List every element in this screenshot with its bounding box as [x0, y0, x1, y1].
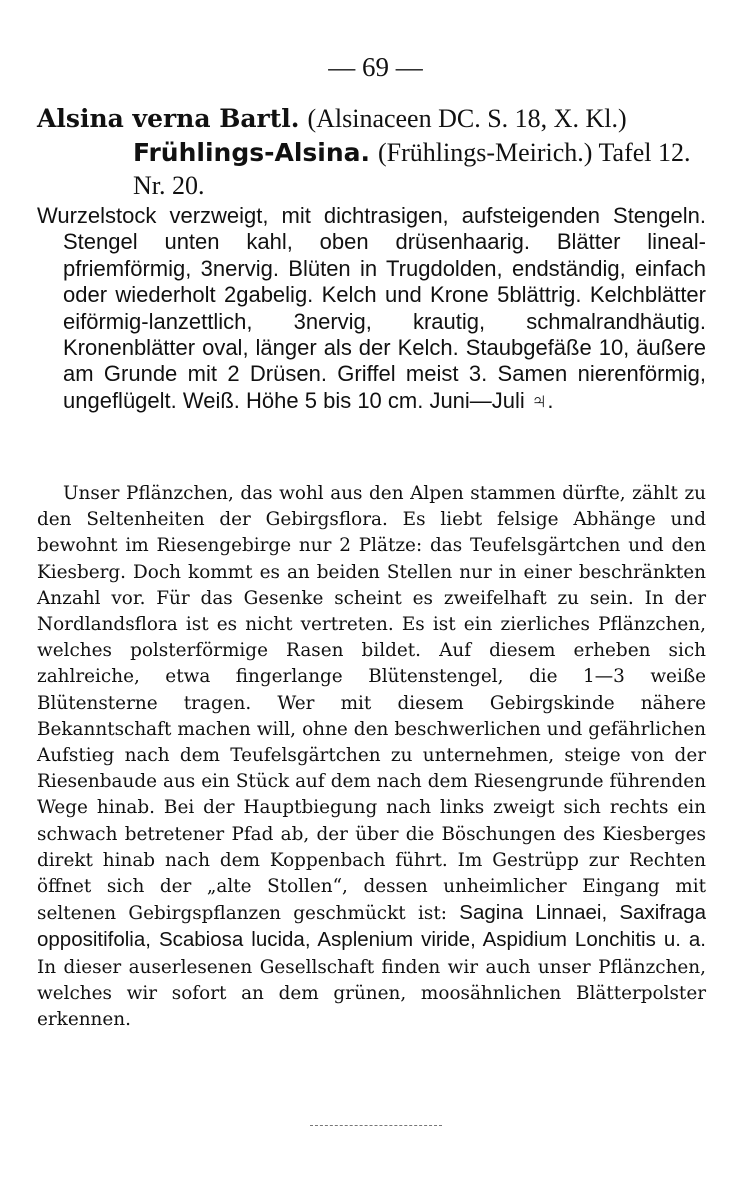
number-line	[133, 171, 751, 201]
species-classification: (Alsinaceen DC. S. 18, X. Kl.)	[307, 104, 627, 133]
common-name: Frühlings-Alsina.	[133, 138, 371, 167]
habitat-note-text: Unser Pflänzchen, das wohl aus den Alpen stammen dürfte, zählt zu den Seltenheiten der Gebirgsflora. Es liebt felsige Abhänge und bewohnt im Riesengebirge nur 2 Plätze: das Teufelsgärtchen und den Kiesberg. Doch kommt es an beiden Stellen nur in einer beschränkten Anzahl vor. Für das Gesenke scheint es zweifelhaft zu sein. In der Nordlandsflora ist es nicht vertreten. Es ist ein zierliches Pflänzchen, welches polsterförmige Rasen bildet. Auf diesem erheben sich zahlreiche, etwa fingerlange Blütenstengel, die 1—3 weiße Blütensterne tragen. Wer mit diesem Gebirgskinde nähere Bekanntschaft machen will, ohne den beschwerlichen und gefährlichen Aufstieg nach dem Teufelsgärtchen zu unternehmen, steige von der Riesenbaude aus ein Stück auf dem nach dem Riesengrunde führenden Wege hinab. Bei der Hauptbiegung nach links zweigt sich rechts ein schwach betretener Pfad ab, der über die Böschungen des Kiesberges direkt hinab nach dem Koppenbach führt. Im Gestrüpp zur Rechten öffnet sich der „alte Stollen“, dessen unheimlicher Eingang mit seltenen Gebirgspflanzen geschmückt ist:	[37, 483, 706, 925]
habitat-note	[37, 481, 706, 1033]
latin-species-list: Sagina Linnaei, Saxifraga oppositifolia, Scabiosa lucida, Asplenium viride, Aspidium Lonchitis u. a.	[37, 901, 706, 952]
botanical-description: Wurzelstock verzweigt, mit dichtrasigen, aufsteigenden Stengeln. Stengel unten kahl, oben drüsenhaarig. Blätter lineal-pfriemförmig, 3nervig. Blüten in Trugdolden, endständig, einfach oder wiederholt 2gabelig. Kelch und Krone 5blättrig. Kelchblätter eiförmig-lanzettlich, 3nervig, krautig, schmalrandhäutig. Kronenblätter oval, länger als der Kelch. Staubgefäße 10, äußere am Grunde mit 2 Drüsen. Griffel meist 3. Samen nierenförmig, ungeflügelt. Weiß. Höhe 5 bis 10 cm. Juni—Juli ♃.	[37, 203, 706, 413]
species-title: Alsina verna Bartl.	[37, 104, 300, 133]
habitat-note-closing: In dieser auserlesenen Gesellschaft finden wir auch unser Pflänzchen, welches wir sofort an dem grünen, moosähnlichen Blätterpolster erkennen.	[37, 956, 706, 1031]
footer-divider	[310, 1125, 442, 1126]
species-heading-line	[37, 104, 751, 134]
page-number: — 69 —	[328, 52, 423, 82]
common-name-alt: (Frühlings-Meirich.) Tafel 12.	[377, 138, 691, 167]
common-name-line	[133, 138, 751, 168]
species-number: Nr. 20.	[133, 171, 205, 200]
